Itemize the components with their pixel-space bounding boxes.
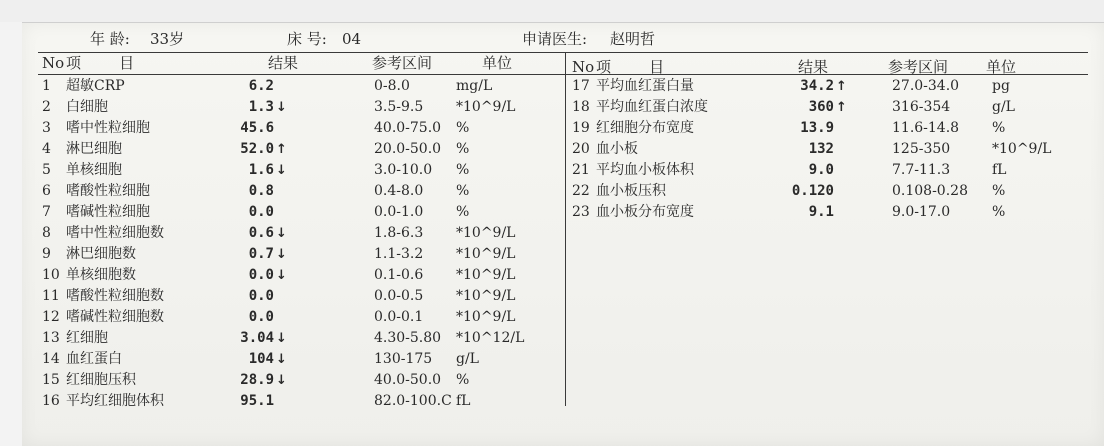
row-result-value: 1.6 (248, 162, 274, 178)
row-range: 0.1-0.6 (374, 267, 424, 283)
row-no: 8 (42, 225, 51, 241)
row-flag-arrow: ↓ (276, 268, 287, 283)
row-result (800, 119, 848, 137)
col-range-left: 参考区间 (372, 54, 433, 72)
row-result (240, 329, 288, 348)
row-range: 130-175 (374, 351, 433, 367)
age-value: 33岁 (150, 30, 185, 48)
row-result-value: 0.0 (248, 288, 274, 304)
row-range: 20.0-50.0 (374, 141, 442, 157)
row-result (249, 266, 288, 285)
row-result (249, 245, 288, 264)
row-item-name: 白细胞 (66, 99, 108, 115)
row-item-name: 单核细胞数 (66, 267, 136, 283)
header-rule-top (38, 52, 1088, 53)
row-flag-arrow: ↓ (276, 352, 287, 367)
doctor-label: 申请医生: (522, 30, 588, 48)
row-no: 22 (572, 183, 590, 199)
row-result (240, 371, 288, 390)
row-result-value: 132 (808, 141, 834, 157)
row-unit: fL (456, 393, 471, 409)
row-range: 1.8-6.3 (374, 225, 424, 241)
row-item-name: 平均血红蛋白量 (596, 78, 694, 94)
row-result-value: 0.8 (248, 183, 274, 199)
row-result-value: 0.0 (248, 267, 274, 283)
row-item-name: 红细胞 (66, 330, 108, 346)
col-item-left: 项 目 (66, 54, 135, 72)
row-result-value: 360 (808, 99, 834, 115)
top-bar (0, 0, 1104, 22)
row-result-value: 28.9 (240, 372, 274, 388)
row-unit: *10^9/L (456, 246, 516, 262)
cut-edge (22, 22, 1104, 23)
row-item-name: 血小板压积 (596, 183, 666, 199)
row-unit: fL (992, 162, 1007, 178)
row-item-name: 平均红细胞体积 (66, 393, 164, 409)
row-result (809, 98, 848, 117)
row-range: 125-350 (892, 141, 951, 157)
row-result-value: 0.0 (248, 204, 274, 220)
row-result-value: 3.04 (240, 330, 274, 346)
row-no: 9 (42, 246, 51, 262)
row-unit: *10^9/L (992, 141, 1052, 157)
row-range: 0.0-0.5 (374, 288, 424, 304)
row-no: 2 (42, 99, 51, 115)
row-no: 15 (42, 372, 60, 388)
row-unit: *10^9/L (456, 225, 516, 241)
row-result-value: 0.6 (248, 225, 274, 241)
row-no: 21 (572, 162, 590, 178)
row-no: 7 (42, 204, 51, 220)
row-unit: mg/L (456, 78, 493, 94)
col-unit-right: 单位 (986, 58, 1017, 76)
age-label: 年 龄: (90, 30, 130, 48)
row-unit: % (992, 183, 1006, 199)
row-result (249, 224, 288, 243)
row-result (240, 119, 288, 137)
row-result-value: 95.1 (240, 393, 274, 409)
row-range: 4.30-5.80 (374, 330, 442, 346)
row-unit: *10^9/L (456, 309, 516, 325)
row-no: 10 (42, 267, 60, 283)
row-result-value: 0.7 (248, 246, 274, 262)
row-unit: % (456, 120, 470, 136)
row-no: 3 (42, 120, 51, 136)
row-result-value: 0.120 (791, 183, 834, 199)
row-range: 0.108-0.28 (892, 183, 968, 199)
row-result (249, 203, 288, 221)
row-item-name: 嗜酸性粒细胞数 (66, 288, 164, 304)
row-no: 6 (42, 183, 51, 199)
row-range: 0-8.0 (374, 78, 410, 94)
row-result (809, 161, 848, 179)
row-range: 7.7-11.3 (892, 162, 951, 178)
row-range: 40.0-75.0 (374, 120, 442, 136)
row-flag-arrow: ↓ (276, 100, 287, 115)
row-result-value: 13.9 (800, 120, 834, 136)
row-result (240, 140, 288, 159)
row-no: 19 (572, 120, 590, 136)
row-result (249, 287, 288, 305)
row-range: 40.0-50.0 (374, 372, 442, 388)
row-result-value: 1.3 (248, 99, 274, 115)
row-no: 17 (572, 78, 590, 94)
col-item-right: 项 目 (596, 58, 665, 76)
row-unit: % (456, 372, 470, 388)
col-range-right: 参考区间 (888, 58, 949, 76)
row-range: 82.0-100.C (374, 393, 452, 409)
row-item-name: 红细胞分布宽度 (596, 120, 694, 136)
bed-label: 床 号: (287, 30, 327, 48)
row-unit: pg (992, 78, 1010, 94)
row-unit: % (456, 183, 470, 199)
row-item-name: 嗜中性粒细胞 (66, 120, 150, 136)
row-flag-arrow: ↓ (276, 226, 287, 241)
row-result-value: 104 (248, 351, 274, 367)
row-no: 20 (572, 141, 590, 157)
row-result (249, 98, 288, 117)
row-item-name: 嗜碱性粒细胞 (66, 204, 150, 220)
row-item-name: 嗜中性粒细胞数 (66, 225, 164, 241)
row-no: 5 (42, 162, 51, 178)
row-item-name: 血小板分布宽度 (596, 204, 694, 220)
row-item-name: 平均血小板体积 (596, 162, 694, 178)
lab-report-paper (22, 22, 1104, 446)
row-result (809, 203, 848, 221)
row-flag-arrow: ↑ (836, 79, 847, 94)
row-result-value: 52.0 (240, 141, 274, 157)
row-no: 12 (42, 309, 60, 325)
row-result (249, 77, 288, 95)
row-range: 11.6-14.8 (892, 120, 960, 136)
row-range: 1.1-3.2 (374, 246, 424, 262)
row-item-name: 嗜碱性粒细胞数 (66, 309, 164, 325)
row-item-name: 嗜酸性粒细胞 (66, 183, 150, 199)
col-result-left: 结果 (268, 54, 299, 72)
row-unit: % (456, 162, 470, 178)
row-flag-arrow: ↓ (276, 331, 287, 346)
row-result (792, 182, 848, 200)
row-result-value: 9.0 (808, 162, 834, 178)
row-item-name: 淋巴细胞数 (66, 246, 136, 262)
row-range: 0.0-0.1 (374, 309, 424, 325)
row-unit: *10^12/L (456, 330, 525, 346)
row-result-value: 45.6 (240, 120, 274, 136)
row-range: 0.4-8.0 (374, 183, 424, 199)
row-result (249, 350, 288, 369)
row-no: 16 (42, 393, 60, 409)
row-unit: g/L (456, 351, 479, 367)
row-no: 13 (42, 330, 60, 346)
row-no: 18 (572, 99, 590, 115)
row-result (249, 308, 288, 326)
row-flag-arrow: ↑ (836, 100, 847, 115)
row-unit: g/L (992, 99, 1015, 115)
row-result (249, 182, 288, 200)
row-range: 9.0-17.0 (892, 204, 951, 220)
row-item-name: 血红蛋白 (66, 351, 122, 367)
row-result (809, 140, 848, 158)
row-item-name: 淋巴细胞 (66, 141, 122, 157)
row-unit: *10^9/L (456, 99, 516, 115)
row-no: 14 (42, 351, 60, 367)
row-result-value: 34.2 (800, 78, 834, 94)
row-range: 3.5-9.5 (374, 99, 424, 115)
row-range: 27.0-34.0 (892, 78, 960, 94)
row-no: 1 (42, 78, 51, 94)
row-unit: % (456, 204, 470, 220)
row-flag-arrow: ↓ (276, 373, 287, 388)
row-flag-arrow: ↓ (276, 163, 287, 178)
row-flag-arrow: ↓ (276, 247, 287, 262)
doctor-value: 赵明哲 (610, 30, 656, 48)
row-result (249, 161, 288, 180)
row-item-name: 单核细胞 (66, 162, 122, 178)
col-unit-left: 单位 (482, 54, 513, 72)
row-item-name: 血小板 (596, 141, 638, 157)
row-result (800, 77, 848, 96)
row-item-name: 平均血红蛋白浓度 (596, 99, 708, 115)
row-result-value: 9.1 (808, 204, 834, 220)
col-no-left: No (42, 54, 65, 72)
row-unit: % (992, 204, 1006, 220)
column-separator (565, 52, 566, 406)
col-no-right: No (572, 58, 595, 76)
row-no: 11 (42, 288, 60, 304)
row-no: 23 (572, 204, 590, 220)
row-range: 0.0-1.0 (374, 204, 424, 220)
row-range: 316-354 (892, 99, 951, 115)
row-item-name: 超敏CRP (66, 78, 125, 94)
row-unit: % (992, 120, 1006, 136)
row-unit: *10^9/L (456, 267, 516, 283)
row-result-value: 0.0 (248, 309, 274, 325)
row-result (240, 392, 288, 410)
bed-value: 04 (342, 30, 362, 48)
row-item-name: 红细胞压积 (66, 372, 136, 388)
row-result-value: 6.2 (248, 78, 274, 94)
row-no: 4 (42, 141, 51, 157)
row-unit: % (456, 141, 470, 157)
col-result-right: 结果 (798, 58, 829, 76)
row-range: 3.0-10.0 (374, 162, 433, 178)
row-unit: *10^9/L (456, 288, 516, 304)
row-flag-arrow: ↑ (276, 142, 287, 157)
